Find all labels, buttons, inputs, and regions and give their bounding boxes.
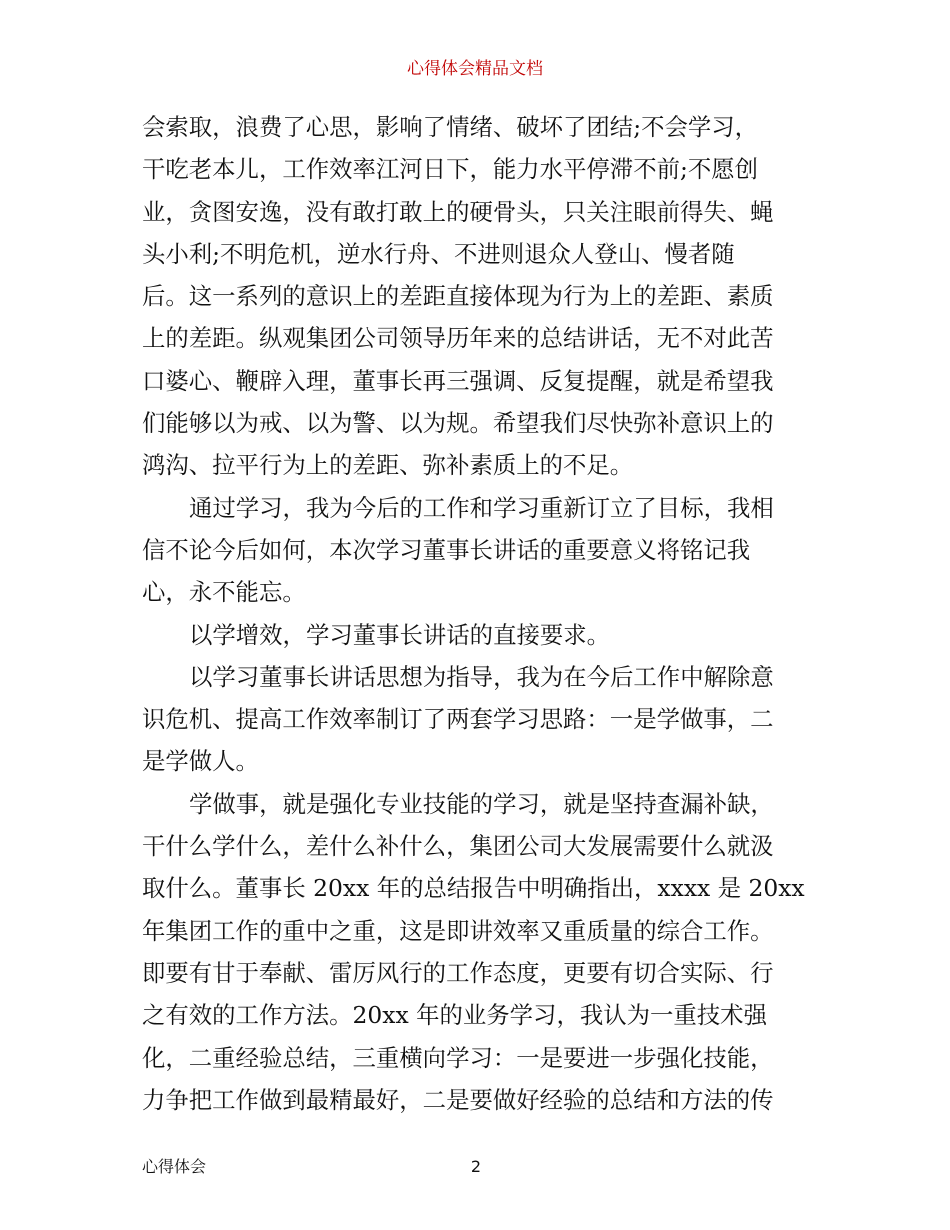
text-line: 上的差距。纵观集团公司领导历年来的总结讲话，无不对此苦 <box>142 324 774 353</box>
page-number: 2 <box>470 1157 482 1176</box>
text-line: 识危机、提高工作效率制订了两套学习思路：一是学做事，二 <box>142 705 774 734</box>
paragraph-3 <box>142 614 812 656</box>
text-line: 口婆心、鞭辟入理，董事长再三强调、反复提醒，就是希望我 <box>142 366 774 395</box>
text-line: 干什么学什么，差什么补什么，集团公司大发展需要什么就汲 <box>142 832 774 861</box>
text-line: 会索取，浪费了心思，影响了情绪、破坏了团结;不会学习， <box>142 113 759 141</box>
text-line: 头小利;不明危机，逆水行舟、不进则退众人登山、慢者随 <box>142 239 735 268</box>
paragraph-1 <box>142 106 812 487</box>
text-line: 以学增效，学习董事长讲话的直接要求。 <box>189 620 611 649</box>
text-line: 力争把工作做到最精最好，二是要做好经验的总结和方法的传 <box>142 1085 774 1114</box>
text-line: 通过学习，我为今后的工作和学习重新订立了目标，我相 <box>189 493 774 522</box>
document-body <box>142 106 812 1121</box>
text-line: 后。这一系列的意识上的差距直接体现为行为上的差距、素质 <box>142 282 774 311</box>
page-header-title: 心得体会精品文档 <box>407 59 543 79</box>
text-line: 化，二重经验总结，三重横向学习：一是要进一步强化技能， <box>142 1043 774 1072</box>
text-line: 信不论今后如何，本次学习董事长讲话的重要意义将铭记我 <box>142 535 751 564</box>
text-line: 业，贪图安逸，没有敢打敢上的硬骨头，只关注眼前得失、蝇 <box>142 197 774 226</box>
text-line: 即要有甘于奉献、雷厉风行的工作态度，更要有切合实际、行 <box>142 958 774 987</box>
text-line: 心，永不能忘。 <box>142 578 306 607</box>
text-line: 们能够以为戒、以为警、以为规。希望我们尽快弥补意识上的 <box>142 409 774 438</box>
text-line: 年集团工作的重中之重，这是即讲效率又重质量的综合工作。 <box>142 916 774 945</box>
text-line: 干吃老本儿，工作效率江河日下，能力水平停滞不前;不愿创 <box>142 155 759 184</box>
text-line: 是学做人。 <box>142 747 259 776</box>
text-line: 之有效的工作方法。20xx 年的业务学习，我认为一重技术强 <box>142 1001 767 1030</box>
text-line: 学做事，就是强化专业技能的学习，就是坚持查漏补缺， <box>189 789 774 818</box>
footer-label: 心得体会 <box>142 1157 207 1176</box>
paragraph-5 <box>142 783 812 1121</box>
text-line: 鸿沟、拉平行为上的差距、弥补素质上的不足。 <box>142 451 634 480</box>
text-line: 取什么。董事长 20xx 年的总结报告中明确指出，xxxx 是 20xx <box>142 874 805 903</box>
paragraph-4 <box>142 656 812 783</box>
text-line: 以学习董事长讲话思想为指导，我为在今后工作中解除意 <box>189 662 774 691</box>
paragraph-2 <box>142 487 812 614</box>
